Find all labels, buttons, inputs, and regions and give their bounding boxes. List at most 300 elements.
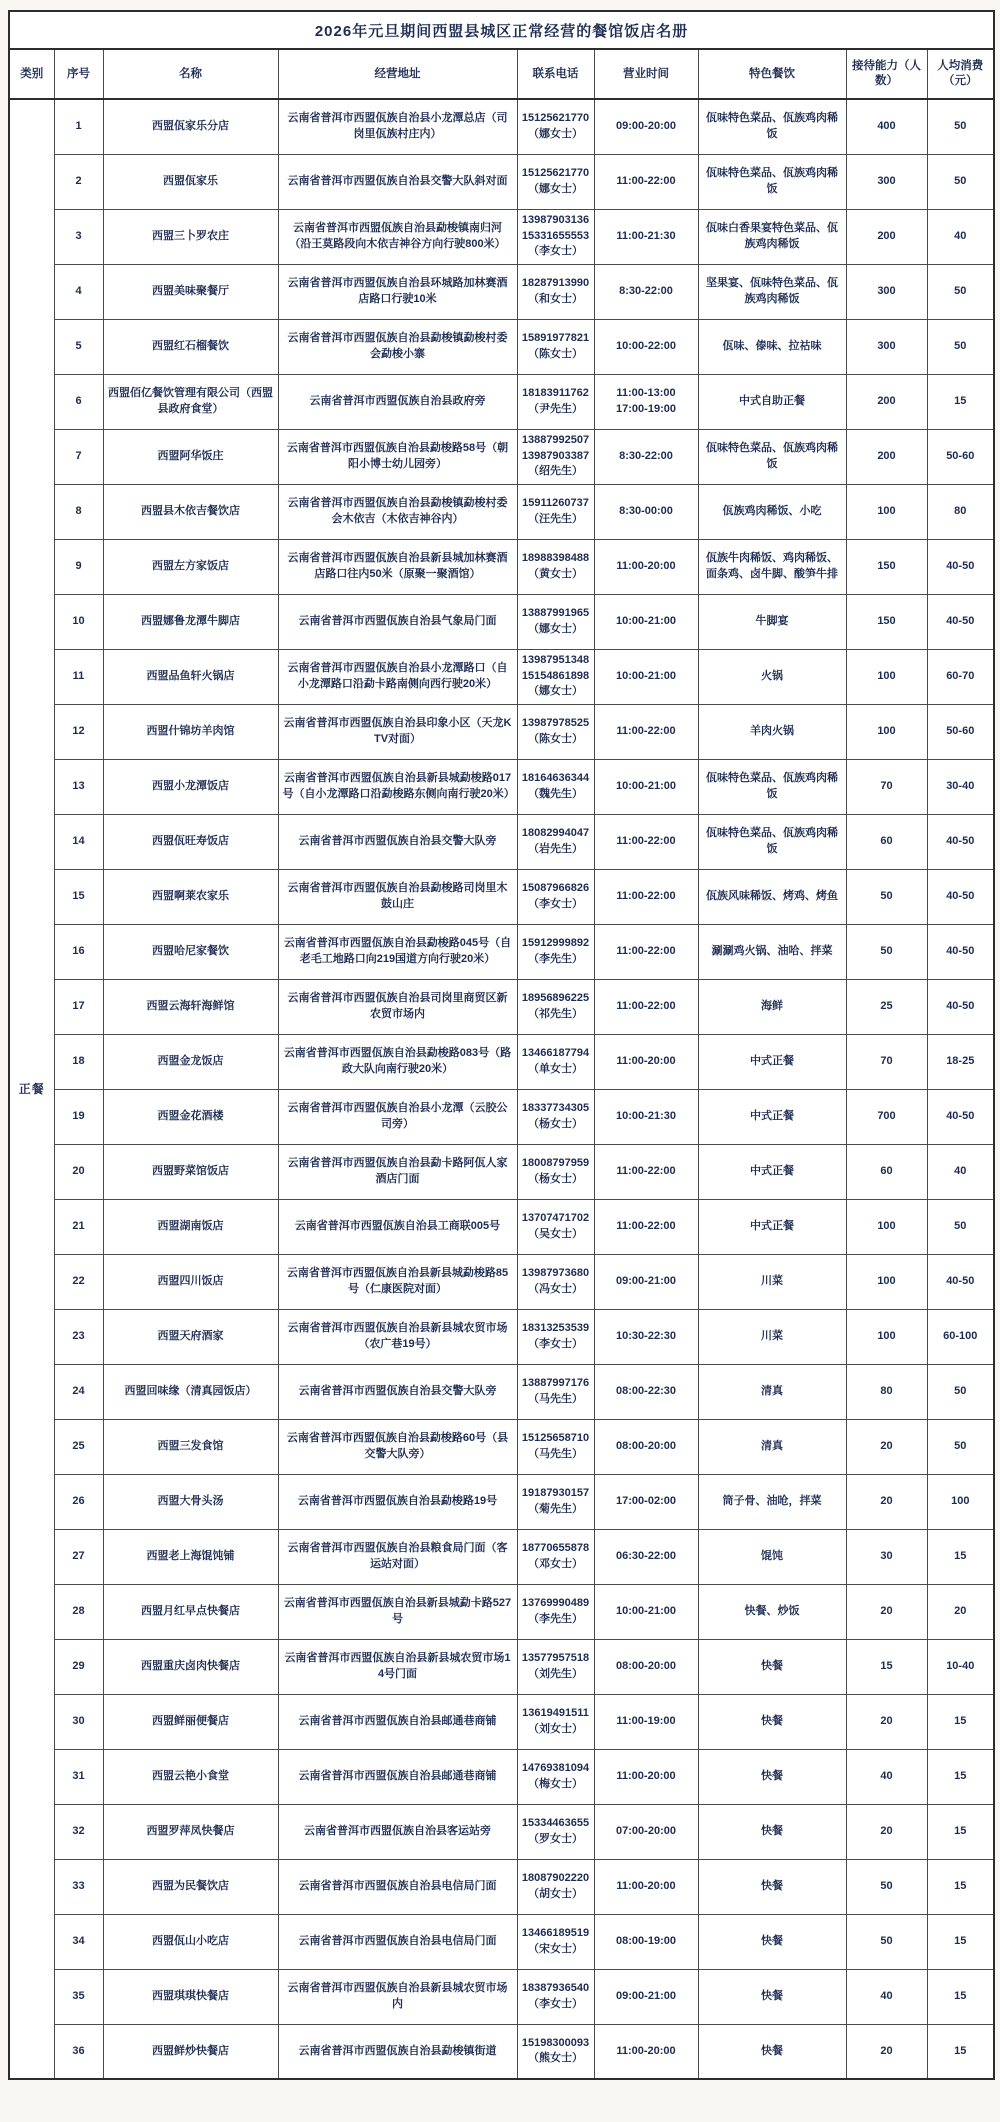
capacity-cell: 200 [846,429,927,484]
price-cell: 50 [927,264,994,319]
restaurant-name-cell: 西盟鲜炒快餐店 [103,2024,278,2079]
capacity-cell: 50 [846,869,927,924]
capacity-cell: 100 [846,1254,927,1309]
address-cell: 云南省普洱市西盟佤族自治县邮通巷商铺 [278,1749,517,1804]
row-number-cell: 29 [54,1639,103,1694]
price-cell: 40-50 [927,1254,994,1309]
phone-cell [517,814,594,869]
cuisine-cell: 中式自助正餐 [698,374,846,429]
cuisine-cell: 中式正餐 [698,1199,846,1254]
address-cell: 云南省普洱市西盟佤族自治县环城路加林赛酒店路口行驶10米 [278,264,517,319]
hours-line: 10:00-22:00 [616,339,676,352]
col-header-cuisine: 特色餐饮 [698,49,846,99]
table-row [9,1914,994,1969]
phone-cell [517,924,594,979]
table-row [9,154,994,209]
phone-cell [517,1474,594,1529]
table-row [9,209,994,264]
phone-line: 18387936540 [521,1982,590,1995]
restaurant-name-cell: 西盟红石榴餐饮 [103,319,278,374]
phone-line: （陈女士） [528,732,583,745]
row-number-cell: 20 [54,1144,103,1199]
phone-line: （娜女士） [528,685,583,698]
table-row [9,264,994,319]
hours-cell [594,1199,698,1254]
cuisine-cell: 中式正餐 [698,1144,846,1199]
restaurant-name-cell: 西盟月红早点快餐店 [103,1584,278,1639]
phone-cell [517,1089,594,1144]
hours-cell [594,209,698,264]
capacity-cell: 300 [846,319,927,374]
hours-cell [594,759,698,814]
row-number-cell: 9 [54,539,103,594]
phone-line: （黄女士） [528,567,583,580]
hours-cell [594,1584,698,1639]
table-row [9,924,994,979]
phone-line: （杨女士） [528,1117,583,1130]
restaurant-name-cell: 西盟云海轩海鲜馆 [103,979,278,1034]
table-row [9,319,994,374]
capacity-cell: 70 [846,759,927,814]
hours-line: 07:00-20:00 [616,1824,676,1837]
table-row [9,1089,994,1144]
row-number-cell: 16 [54,924,103,979]
phone-line: （邓女士） [528,1557,583,1570]
cuisine-cell: 川菜 [698,1254,846,1309]
table-row [9,1749,994,1804]
table-row [9,2024,994,2079]
capacity-cell: 60 [846,814,927,869]
hours-cell [594,1254,698,1309]
phone-line: 18082994047 [521,827,590,840]
phone-line: （刘先生） [528,1667,583,1680]
hours-line: 11:00-20:00 [616,1879,676,1892]
price-cell: 50-60 [927,704,994,759]
phone-line: 18287913990 [521,277,590,290]
phone-line: （李女士） [528,1337,583,1350]
cuisine-cell: 佤族鸡肉稀饭、小吃 [698,484,846,539]
hours-cell [594,2024,698,2079]
phone-cell [517,429,594,484]
hours-line: 11:00-21:30 [616,229,676,242]
row-number-cell: 10 [54,594,103,649]
hours-line: 10:00-21:00 [616,779,676,792]
phone-line: 13466189519 [521,1927,590,1940]
phone-line: 15911260737 [522,497,589,510]
address-cell: 云南省普洱市西盟佤族自治县勐梭路045号（自老毛工地路口向219国道方向行驶20米） [278,924,517,979]
hours-line: 17:00-19:00 [616,402,676,415]
phone-line: （娜女士） [528,182,583,195]
price-cell: 50 [927,319,994,374]
restaurant-name-cell: 西盟阿华饭庄 [103,429,278,484]
price-cell: 60-70 [927,649,994,704]
table-row [9,1529,994,1584]
phone-cell [517,99,594,154]
row-number-cell: 25 [54,1419,103,1474]
capacity-cell: 20 [846,1804,927,1859]
row-number-cell: 33 [54,1859,103,1914]
phone-line: （娜女士） [528,622,583,635]
phone-line: 13769990489 [521,1597,590,1610]
phone-line: （单女士） [528,1062,583,1075]
phone-line: （祁先生） [528,1007,583,1020]
address-cell: 云南省普洱市西盟佤族自治县勐梭路58号（朝阳小博士幼儿园旁） [278,429,517,484]
phone-line: 13619491511 [522,1707,589,1720]
phone-cell [517,1419,594,1474]
address-cell: 云南省普洱市西盟佤族自治县勐梭镇街道 [278,2024,517,2079]
row-number-cell: 15 [54,869,103,924]
price-cell: 40-50 [927,594,994,649]
row-number-cell: 22 [54,1254,103,1309]
phone-line: 13887997176 [521,1377,590,1390]
phone-line: （菊先生） [528,1502,583,1515]
capacity-cell: 20 [846,1584,927,1639]
restaurant-name-cell: 西盟湖南饭店 [103,1199,278,1254]
address-cell: 云南省普洱市西盟佤族自治县司岗里商贸区新农贸市场内 [278,979,517,1034]
restaurant-name-cell: 西盟老上海馄饨铺 [103,1529,278,1584]
phone-line: 14769381094 [521,1762,590,1775]
cuisine-cell: 川菜 [698,1309,846,1364]
capacity-cell: 20 [846,1694,927,1749]
hours-cell [594,319,698,374]
phone-line: （马先生） [528,1392,583,1405]
row-number-cell: 36 [54,2024,103,2079]
row-number-cell: 1 [54,99,103,154]
price-cell: 50 [927,1199,994,1254]
hours-line: 8:30-00:00 [619,504,673,517]
capacity-cell: 100 [846,649,927,704]
phone-line: 15154861898 [521,669,590,682]
capacity-cell: 40 [846,1969,927,2024]
price-cell: 30-40 [927,759,994,814]
hours-line: 10:00-21:00 [616,669,676,682]
table-row [9,1419,994,1474]
cuisine-cell: 海鲜 [698,979,846,1034]
capacity-cell: 30 [846,1529,927,1584]
price-cell: 50 [927,1419,994,1474]
capacity-cell: 20 [846,2024,927,2079]
table-row [9,539,994,594]
phone-line: 15125658710 [521,1432,590,1445]
address-cell: 云南省普洱市西盟佤族自治县勐卡路阿佤人家酒店门面 [278,1144,517,1199]
price-cell: 15 [927,374,994,429]
cuisine-cell: 快餐 [698,1859,846,1914]
hours-line: 10:30-22:30 [616,1329,676,1342]
hours-line: 11:00-13:00 [616,387,676,400]
hours-line: 08:00-22:30 [616,1384,676,1397]
table-row [9,99,994,154]
restaurant-name-cell: 西盟品鱼轩火锅店 [103,649,278,704]
phone-cell [517,1804,594,1859]
hours-line: 17:00-02:00 [616,1494,676,1507]
restaurant-name-cell: 西盟琪琪快餐店 [103,1969,278,2024]
restaurant-name-cell: 西盟金龙饭店 [103,1034,278,1089]
phone-line: 13987951348 [521,654,590,667]
phone-line: （娜女士） [528,127,583,140]
phone-cell [517,1529,594,1584]
table-row [9,1034,994,1089]
page-title: 2026年元旦期间西盟县城区正常经营的餐馆饭店名册 [9,11,994,49]
row-number-cell: 32 [54,1804,103,1859]
phone-line: 19187930157 [521,1487,590,1500]
row-number-cell: 7 [54,429,103,484]
capacity-cell: 150 [846,594,927,649]
hours-cell [594,154,698,209]
capacity-cell: 50 [846,1914,927,1969]
cuisine-cell: 快餐 [698,1969,846,2024]
hours-cell [594,539,698,594]
capacity-cell: 60 [846,1144,927,1199]
phone-line: （刘女士） [528,1722,583,1735]
col-header-number: 序号 [54,49,103,99]
table-row [9,1364,994,1419]
hours-line: 08:00-20:00 [616,1659,676,1672]
phone-cell [517,374,594,429]
restaurant-name-cell: 西盟美味聚餐厅 [103,264,278,319]
hours-line: 08:00-20:00 [616,1439,676,1452]
col-header-name: 名称 [103,49,278,99]
restaurant-name-cell: 西盟佤家乐 [103,154,278,209]
hours-cell [594,1529,698,1584]
restaurant-name-cell: 西盟回味缘（清真园饭店） [103,1364,278,1419]
hours-line: 06:30-22:00 [616,1549,676,1562]
capacity-cell: 400 [846,99,927,154]
table-row [9,759,994,814]
address-cell: 云南省普洱市西盟佤族自治县客运站旁 [278,1804,517,1859]
restaurant-name-cell: 西盟佤家乐分店 [103,99,278,154]
hours-cell [594,264,698,319]
capacity-cell: 300 [846,154,927,209]
cuisine-cell: 馄饨 [698,1529,846,1584]
phone-cell [517,319,594,374]
hours-cell [594,1859,698,1914]
cuisine-cell: 快餐 [698,1804,846,1859]
price-cell: 50-60 [927,429,994,484]
phone-line: 15331655553 [521,229,590,242]
cuisine-cell: 佤味、傣味、拉祜味 [698,319,846,374]
hours-line: 10:00-21:00 [616,1604,676,1617]
phone-cell [517,1364,594,1419]
table-row [9,374,994,429]
cuisine-cell: 快餐 [698,2024,846,2079]
hours-line: 11:00-20:00 [616,559,676,572]
phone-cell [517,1639,594,1694]
hours-cell [594,1309,698,1364]
table-row [9,1309,994,1364]
phone-line: （和女士） [528,292,583,305]
cuisine-cell: 筒子骨、油呛，拌菜 [698,1474,846,1529]
phone-line: （岩先生） [528,842,583,855]
phone-line: 13987978525 [521,717,590,730]
capacity-cell: 200 [846,374,927,429]
phone-line: 18313253539 [521,1322,590,1335]
hours-line: 11:00-22:00 [616,834,676,847]
address-cell: 云南省普洱市西盟佤族自治县勐梭镇南归河（沿王莫路段向木依吉神谷方向行驶800米） [278,209,517,264]
restaurant-name-cell: 西盟四川饭店 [103,1254,278,1309]
phone-cell [517,264,594,319]
hours-line: 11:00-22:00 [616,999,676,1012]
phone-line: 15087966826 [521,882,590,895]
cuisine-cell: 中式正餐 [698,1089,846,1144]
phone-line: （李女士） [528,245,583,258]
row-number-cell: 17 [54,979,103,1034]
phone-line: （尹先生） [528,402,583,415]
restaurant-name-cell: 西盟啊莱农家乐 [103,869,278,924]
price-cell: 15 [927,1694,994,1749]
column-header-row [9,49,994,99]
phone-line: （陈女士） [528,347,583,360]
cuisine-cell: 佤族牛肉稀饭、鸡肉稀饭、面条鸡、卤牛脚、酸笋牛排 [698,539,846,594]
price-cell: 15 [927,1804,994,1859]
phone-line: 13577957518 [521,1652,590,1665]
address-cell: 云南省普洱市西盟佤族自治县新县城农贸市场内 [278,1969,517,2024]
phone-line: 18956896225 [521,992,590,1005]
capacity-cell: 40 [846,1749,927,1804]
hours-line: 8:30-22:00 [619,284,673,297]
row-number-cell: 24 [54,1364,103,1419]
hours-cell [594,484,698,539]
capacity-cell: 80 [846,1364,927,1419]
phone-line: 15912999892 [521,937,590,950]
phone-line: （梅女士） [528,1777,583,1790]
table-row [9,594,994,649]
restaurant-name-cell: 西盟野菜馆饭店 [103,1144,278,1199]
table-row [9,484,994,539]
address-cell: 云南省普洱市西盟佤族自治县小龙潭总店（司岗里佤族村庄内） [278,99,517,154]
table-row [9,1584,994,1639]
address-cell: 云南省普洱市西盟佤族自治县气象局门面 [278,594,517,649]
hours-cell [594,704,698,759]
title-row [9,11,994,49]
cuisine-cell: 涮涮鸡火锅、油哈、拌菜 [698,924,846,979]
price-cell: 15 [927,1529,994,1584]
table-row [9,869,994,924]
price-cell: 40 [927,1144,994,1199]
phone-cell [517,1144,594,1199]
price-cell: 60-100 [927,1309,994,1364]
address-cell: 云南省普洱市西盟佤族自治县小龙潭路口（自小龙潭路口沿勐卡路南侧向西行驶20米） [278,649,517,704]
address-cell: 云南省普洱市西盟佤族自治县交警大队斜对面 [278,154,517,209]
phone-line: 15125621770 [521,112,590,125]
phone-line: 15198300093 [521,2036,590,2049]
phone-cell [517,539,594,594]
restaurant-name-cell: 西盟佤山小吃店 [103,1914,278,1969]
price-cell: 100 [927,1474,994,1529]
phone-line: （汪先生） [528,512,583,525]
table-row [9,814,994,869]
cuisine-cell: 中式正餐 [698,1034,846,1089]
phone-cell [517,154,594,209]
row-number-cell: 34 [54,1914,103,1969]
table-row [9,429,994,484]
cuisine-cell: 快餐 [698,1749,846,1804]
phone-line: 15125621770 [521,167,590,180]
phone-cell [517,1749,594,1804]
price-cell: 40-50 [927,979,994,1034]
address-cell: 云南省普洱市西盟佤族自治县电信局门面 [278,1859,517,1914]
phone-line: （马先生） [528,1447,583,1460]
row-number-cell: 19 [54,1089,103,1144]
phone-line: （绍先生） [528,465,583,478]
cuisine-cell: 佤味特色菜品、佤族鸡肉稀饭 [698,759,846,814]
capacity-cell: 100 [846,1199,927,1254]
hours-cell [594,1419,698,1474]
row-number-cell: 28 [54,1584,103,1639]
table-row [9,1694,994,1749]
cuisine-cell: 坚果宴、佤味特色菜品、佤族鸡肉稀饭 [698,264,846,319]
phone-cell [517,979,594,1034]
phone-line: （魏先生） [528,787,583,800]
capacity-cell: 150 [846,539,927,594]
hours-cell [594,374,698,429]
phone-line: （吴女士） [528,1227,583,1240]
table-row [9,704,994,759]
hours-cell [594,814,698,869]
hours-line: 11:00-22:00 [616,174,676,187]
phone-line: 15891977821 [521,332,590,345]
price-cell: 10-40 [927,1639,994,1694]
address-cell: 云南省普洱市西盟佤族自治县粮食局门面（客运站对面） [278,1529,517,1584]
row-number-cell: 6 [54,374,103,429]
phone-line: 13987903136 [521,214,590,227]
address-cell: 云南省普洱市西盟佤族自治县交警大队旁 [278,814,517,869]
hours-cell [594,429,698,484]
hours-line: 10:00-21:00 [616,614,676,627]
phone-cell [517,484,594,539]
phone-line: 18008797959 [521,1157,590,1170]
price-cell: 18-25 [927,1034,994,1089]
phone-line: （冯女士） [528,1282,583,1295]
price-cell: 20 [927,1584,994,1639]
hours-cell [594,1969,698,2024]
hours-cell [594,1914,698,1969]
col-header-phone: 联系电话 [517,49,594,99]
capacity-cell: 100 [846,1309,927,1364]
phone-cell [517,594,594,649]
hours-cell [594,649,698,704]
address-cell: 云南省普洱市西盟佤族自治县勐梭路司岗里木鼓山庄 [278,869,517,924]
phone-line: 18770655878 [521,1542,590,1555]
hours-line: 11:00-19:00 [616,1714,676,1727]
price-cell: 40 [927,209,994,264]
row-number-cell: 35 [54,1969,103,2024]
phone-cell [517,1859,594,1914]
phone-cell [517,649,594,704]
restaurant-name-cell: 西盟什锦坊羊肉馆 [103,704,278,759]
address-cell: 云南省普洱市西盟佤族自治县勐梭路083号（路政大队向南行驶20米） [278,1034,517,1089]
restaurant-name-cell: 西盟哈尼家餐饮 [103,924,278,979]
phone-cell [517,1694,594,1749]
cuisine-cell: 佤味特色菜品、佤族鸡肉稀饭 [698,154,846,209]
col-header-hours: 营业时间 [594,49,698,99]
table-row [9,1199,994,1254]
hours-line: 11:00-22:00 [616,944,676,957]
address-cell: 云南省普洱市西盟佤族自治县新县城勐梭路85号（仁康医院对面） [278,1254,517,1309]
hours-line: 08:00-19:00 [616,1934,676,1947]
hours-line: 11:00-20:00 [616,2044,676,2057]
address-cell: 云南省普洱市西盟佤族自治县新县城加林赛酒店路口往内50米（原聚一聚酒馆） [278,539,517,594]
address-cell: 云南省普洱市西盟佤族自治县电信局门面 [278,1914,517,1969]
phone-line: （杨女士） [528,1172,583,1185]
capacity-cell: 100 [846,484,927,539]
col-header-capacity: 接待能力（人数） [846,49,927,99]
hours-line: 09:00-20:00 [616,120,676,133]
cuisine-cell: 佤味特色菜品、佤族鸡肉稀饭 [698,814,846,869]
capacity-cell: 50 [846,1859,927,1914]
capacity-cell: 20 [846,1419,927,1474]
phone-cell [517,759,594,814]
row-number-cell: 21 [54,1199,103,1254]
